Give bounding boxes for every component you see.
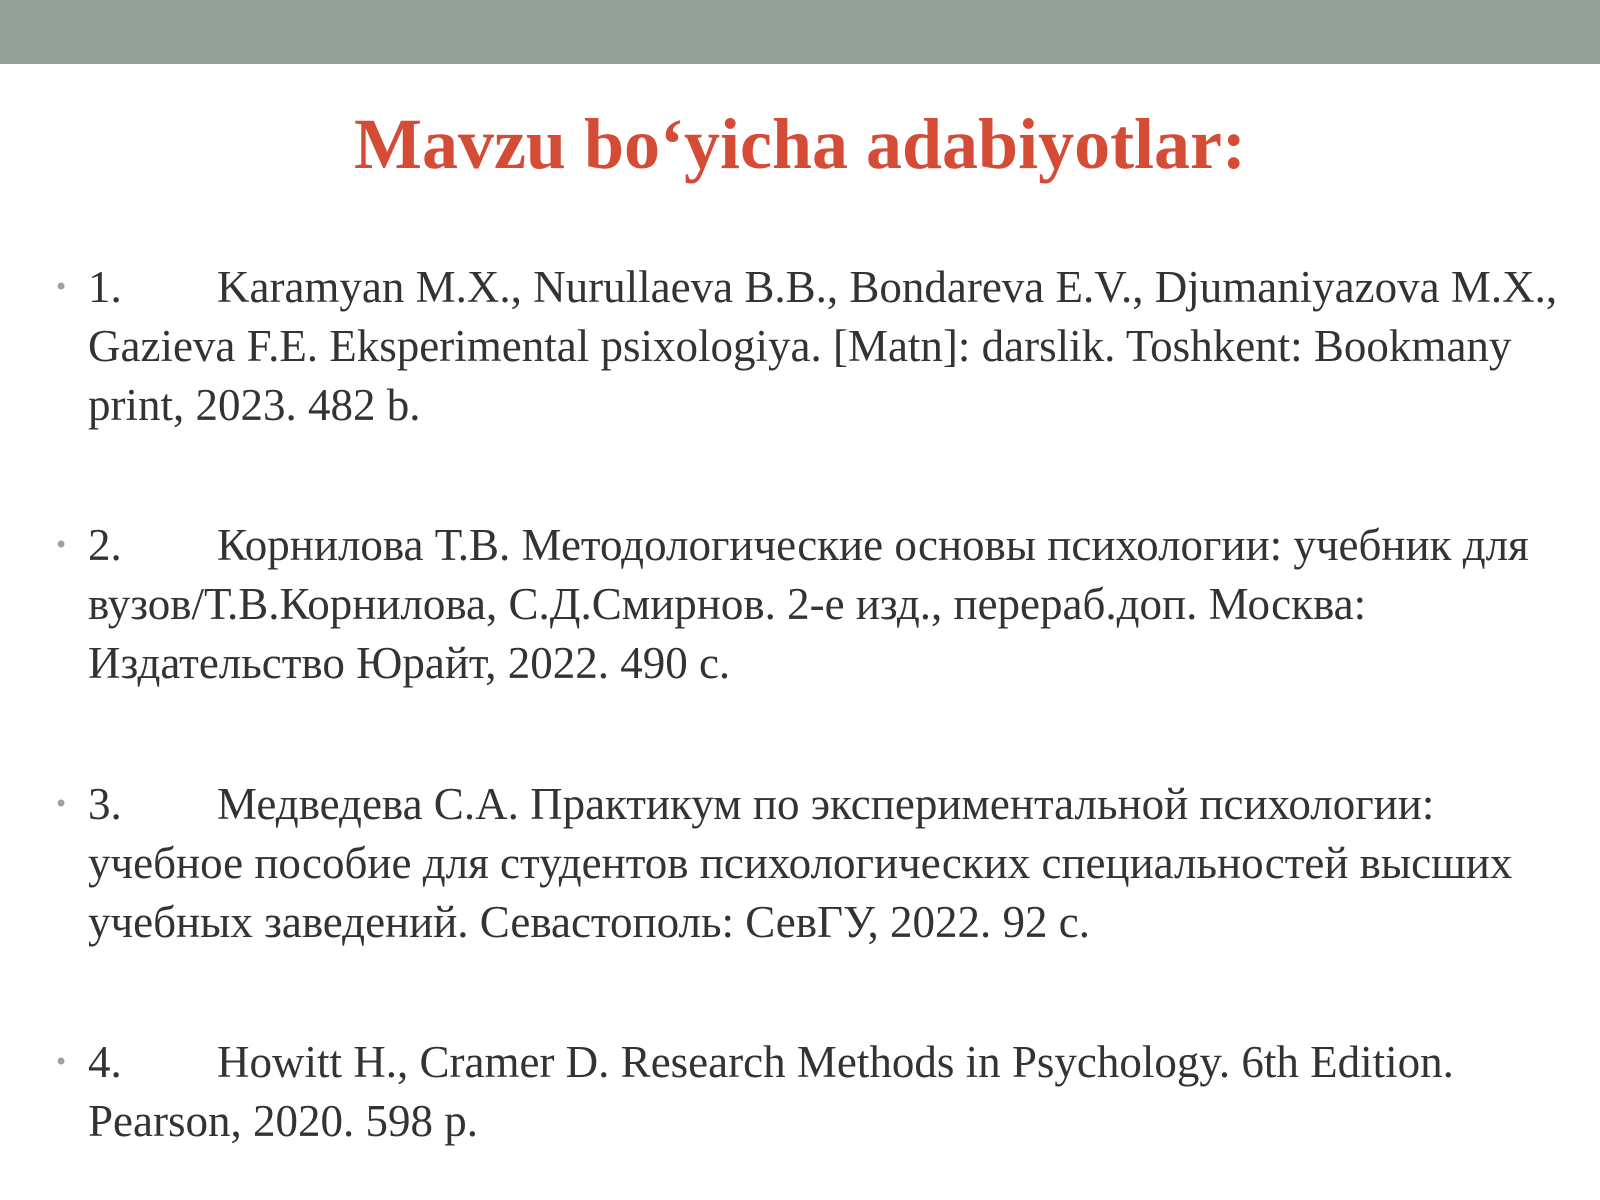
reference-item-1 — [54, 258, 1578, 435]
reference-text: Корнилова Т.В. Методологические основы психологии: учебник для вузов/Т.В.Корнилова, С.Д.Смирнов. 2-е изд., перераб.доп. Москва: Издательство Юрайт, 2022. 490 с. — [88, 520, 1529, 688]
reference-number: 1. — [88, 262, 122, 312]
bullet-dot-icon: • — [54, 531, 69, 559]
reference-number: 2. — [88, 520, 122, 570]
reference-number: 3. — [88, 779, 122, 829]
reference-number: 4. — [88, 1037, 122, 1087]
bullet-dot-icon: • — [54, 790, 69, 818]
bullet-dot-icon: • — [54, 273, 69, 301]
reference-item-3 — [54, 775, 1578, 952]
reference-text: Howitt H., Cramer D. Research Methods in Psychology. 6th Edition. Pearson, 2020. 598 p. — [88, 1037, 1454, 1146]
reference-text: Karamyan M.X., Nurullaeva B.B., Bondareva E.V., Djumaniyazova M.X., Gazieva F.E. Eksperimental psixologiya. [Matn]: darslik. Toshkent: Bookmany print, 2023. 482 b. — [88, 262, 1558, 430]
top-band — [0, 0, 1600, 64]
slide-title: Mavzu bo‘yicha adabiyotlar: — [354, 104, 1246, 184]
bullet-dot-icon: • — [54, 1048, 69, 1076]
reference-text: Медведева С.А. Практикум по экспериментальной психологии: учебное пособие для студентов психологических специальностей высших учебных заведений. Севастополь: СевГУ, 2022. 92 с. — [88, 779, 1513, 947]
reference-item-4 — [54, 1033, 1578, 1151]
reference-item-2 — [54, 516, 1578, 693]
